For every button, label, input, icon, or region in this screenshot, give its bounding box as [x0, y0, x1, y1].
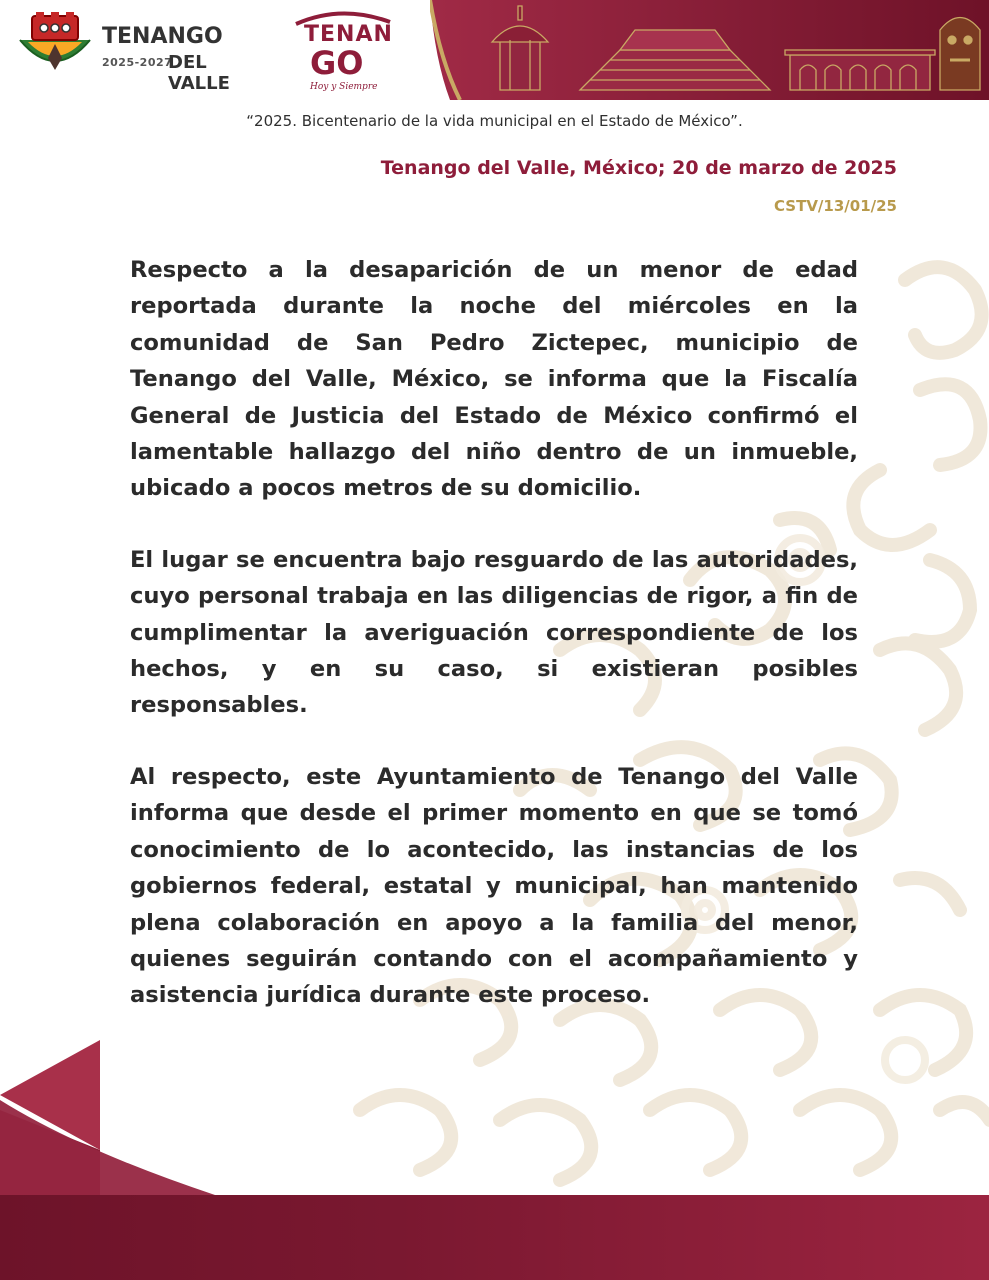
paragraph: Respecto a la desaparición de un menor de edad reportada durante la noche del miércoles en la comunidad de San Pedro Zictepec, municipio de Tenango del Valle, México, se informa que la Fiscalía General de Justicia del Estado de México confirmó el lamentable hallazgo del niño dentro de un inmueble, ubicado a pocos metros de su domicilio.	[130, 257, 858, 502]
municipal-logo-name: TENANGO	[102, 24, 223, 49]
annual-motto: “2025. Bicentenario de la vida municipal en el Estado de México”.	[246, 112, 743, 130]
paragraph: El lugar se encuentra bajo resguardo de las autoridades, cuyo personal trabaja en las diligencias de rigor, a fin de cumplimentar la averiguación correspondiente de los hechos, y en su caso, si existieran posibles responsables.	[130, 546, 858, 719]
dateline: Tenango del Valle, México; 20 de marzo de 2025	[380, 157, 897, 179]
reference-code: CSTV/13/01/25	[774, 197, 897, 215]
municipal-logo-subname: DEL VALLE	[168, 52, 230, 94]
slogan-logo-bottom: GO	[310, 44, 364, 82]
paragraph: Al respecto, este Ayuntamiento de Tenango del Valle informa que desde el primer momento en que se tomó conocimiento de lo acontecido, las instancias de los gobiernos federal, estatal y municipal, han mantenido plena colaboración en apoyo a la familia del menor, quienes seguirán contando con el acompañamiento y asistencia jurídica durante este proceso.	[130, 763, 858, 1009]
slogan-logo-tagline: Hoy y Siempre	[310, 82, 378, 92]
footer-band	[0, 1195, 989, 1280]
slogan-logo-top: TENAN	[304, 22, 393, 47]
municipal-logo-period: 2025-2027	[102, 56, 173, 69]
